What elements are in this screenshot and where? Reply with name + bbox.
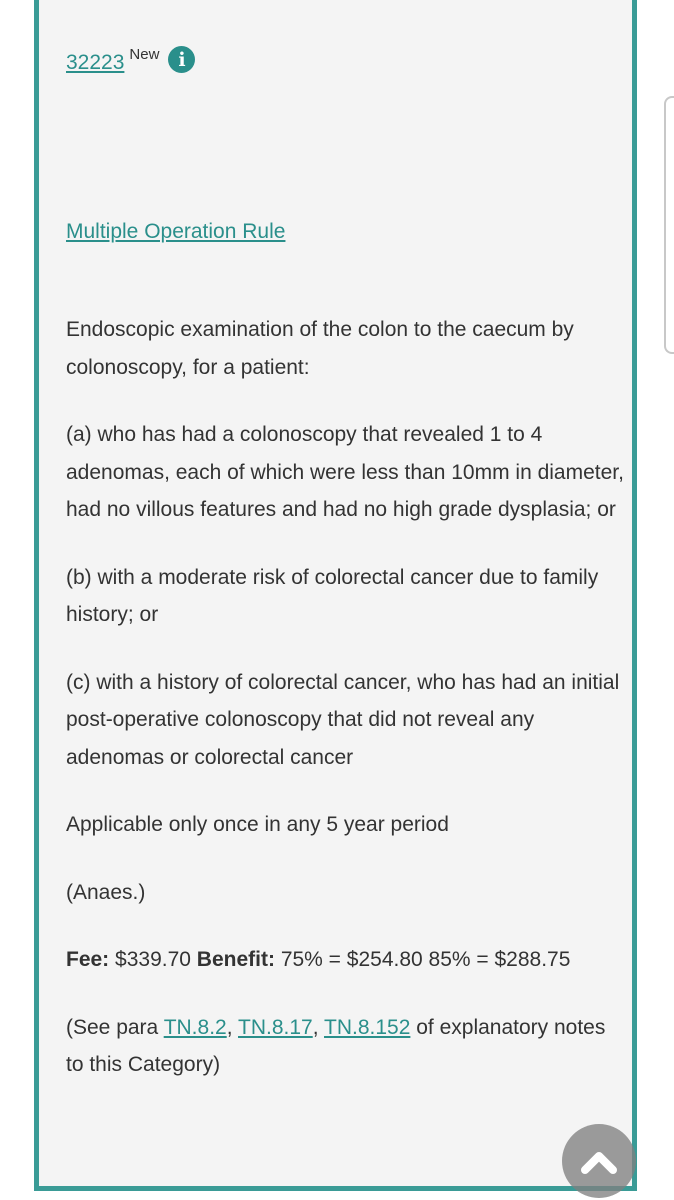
note-link-tn-8-17[interactable]: TN.8.17 — [238, 1015, 313, 1039]
benefit-label: Benefit: — [196, 948, 275, 971]
explanatory-notes — [66, 1009, 626, 1084]
benefit-value: 75% = $254.80 85% = $288.75 — [280, 948, 571, 971]
scroll-to-top-button[interactable] — [562, 1124, 636, 1198]
notes-prefix: (See para — [66, 1015, 164, 1039]
fee-label: Fee: — [66, 948, 110, 971]
chevron-up-icon — [579, 1146, 619, 1176]
description-anaes: (Anaes.) — [66, 880, 146, 904]
item-panel — [34, 0, 637, 1191]
notes-separator: , — [312, 1015, 325, 1039]
description-clause-a: (a) who has had a colonoscopy that revealed 1 to 4 adenomas, each of which were less than 10mm in diameter, had no villous features and had no high grade dysplasia; or — [66, 423, 624, 521]
item-description — [66, 311, 626, 1114]
note-link-tn-8-152[interactable]: TN.8.152 — [324, 1015, 411, 1039]
description-applicability: Applicable only once in any 5 year period — [66, 813, 449, 836]
item-header — [66, 42, 195, 75]
description-intro: Endoscopic examination of the colon to the caecum by colonoscopy, for a patient: — [66, 318, 574, 379]
multiple-operation-rule-link[interactable]: Multiple Operation Rule — [66, 220, 286, 243]
notes-separator: , — [226, 1015, 239, 1039]
item-number-link[interactable]: 32223 — [66, 51, 125, 74]
fee-value: $339.70 — [115, 948, 191, 971]
notes-suffix: of explanatory notes to this Category) — [66, 1015, 606, 1076]
scrollbar-thumb[interactable] — [664, 96, 674, 354]
description-clause-c: (c) with a history of colorectal cancer, who has had an initial post-operative colonoscopy that did not reveal any adenomas or colorectal cancer — [66, 670, 620, 769]
note-link-tn-8-2[interactable]: TN.8.2 — [163, 1015, 227, 1039]
new-badge: New — [129, 46, 160, 63]
description-clause-b: (b) with a moderate risk of colorectal cancer due to family history; or — [66, 565, 599, 626]
info-icon[interactable]: i — [168, 46, 195, 73]
fee-line — [66, 941, 626, 979]
